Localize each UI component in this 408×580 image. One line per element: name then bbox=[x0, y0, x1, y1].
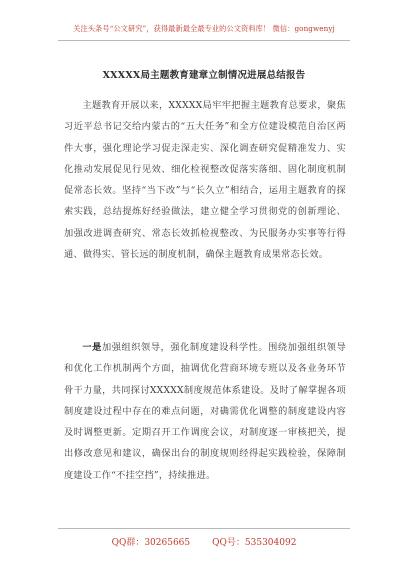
header-divider bbox=[58, 40, 350, 41]
paragraph-intro: 主题教育开展以来，XXXXX局牢牢把握主题教育总要求，聚焦习近平总书记交给内蒙古的“五大任务”和全方位建设模范自治区两件大事，强化理论学习促走深走实、深化调查研究促精准发力、实化推动发展促见行见效、细化检视整改促落实落细、固化制度机制促常态长效。坚持“当下改”与“长久立”相结合，运用主题教育的探索实践，总结提炼好经验做法，建立健全学习贯彻党的创新理论、加强改进调查研究、常态长效抓检视整改、为民服务办实事等行得通、做得实、管长远的制度机制，确保主题教育成果常态长效。 bbox=[64, 100, 346, 261]
document-title: XXXXX局主题教育建章立制情况进展总结报告 bbox=[102, 70, 306, 81]
footer-divider bbox=[58, 528, 350, 529]
footer-qq-number: QQ号：535304092 bbox=[212, 538, 297, 548]
footer-contact bbox=[0, 535, 408, 548]
paragraph-lead-marker: 一是 bbox=[82, 342, 102, 353]
paragraph-first-point-text: 加强组织领导，强化制度建设科学性。围绕加强组织领导和优化工作机制两个方面，抽调优化营商环境专班以及各业务环节骨干力量，共同探讨XXXXX制度规范体系建设。及时了解掌握各项制度建设过程中存在的难点问题，对确需优化调整的制度建设内容及时调整更新。定期召开工作调度会议，对制度逐一审核把关，提出修改意见和建议，确保出台的制度规则经得起实践检验，保障制度建设工作“不挂空挡”，持续推进。 bbox=[64, 342, 347, 481]
promo-banner: 关注头条号“公文研究”，获得最新最全最专业的公文资料库！ 微信：gongwenyj bbox=[73, 24, 335, 33]
footer-qq-group: QQ群：30265665 bbox=[111, 538, 191, 548]
paragraph-first-point bbox=[64, 337, 346, 486]
